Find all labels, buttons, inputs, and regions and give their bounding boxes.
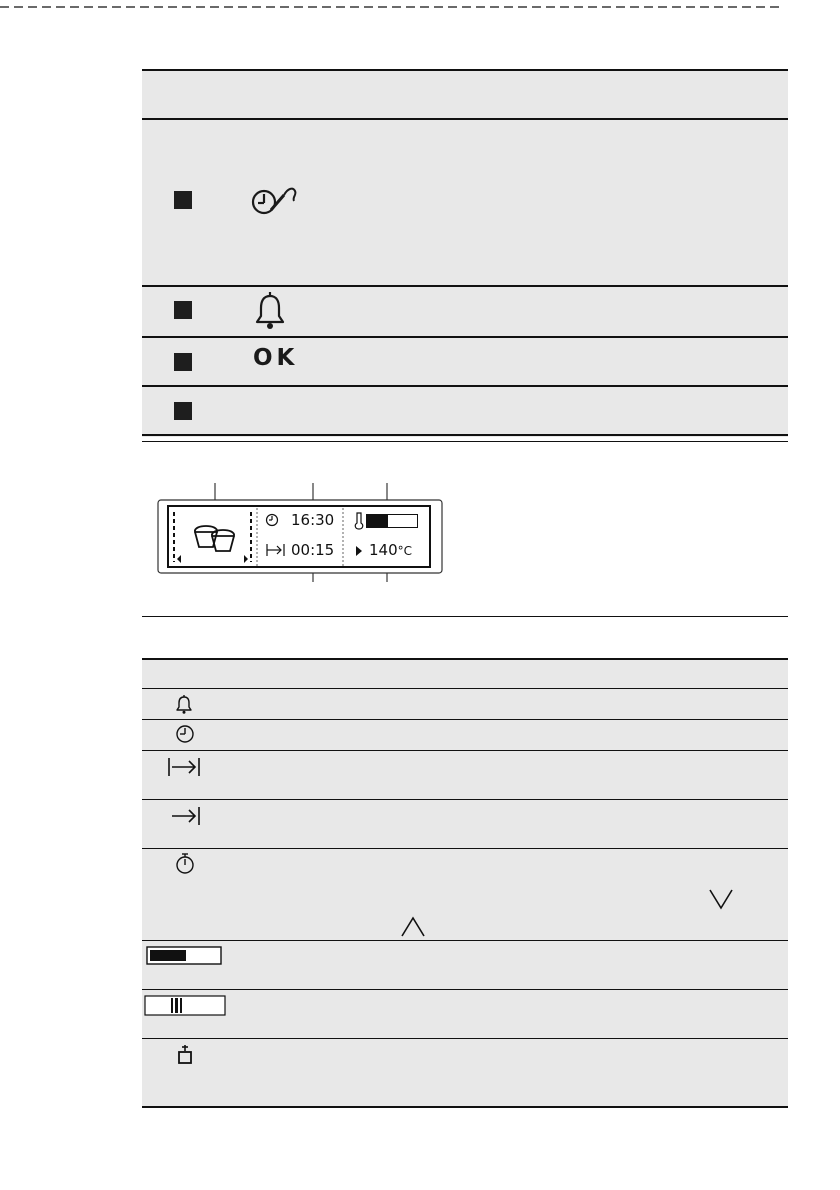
table-rule <box>142 940 788 941</box>
table-rule <box>142 434 788 436</box>
duration-icon <box>166 756 202 778</box>
clock-probe-icon <box>249 183 301 219</box>
bell-icon <box>175 694 193 714</box>
heatup-bar-icon <box>146 946 222 966</box>
table-rule <box>142 336 788 338</box>
table-rule <box>142 719 788 720</box>
keys-table <box>142 69 788 437</box>
table-rule <box>142 750 788 751</box>
table-rule <box>142 688 788 689</box>
table-rule <box>142 989 788 990</box>
table-rule <box>142 69 788 71</box>
section-rule <box>142 616 788 617</box>
display-illustration <box>155 480 445 582</box>
end-icon <box>170 805 202 827</box>
play-arrow-icon <box>354 545 364 557</box>
double-rule <box>142 441 788 442</box>
duration-icon <box>264 540 288 560</box>
table-rule <box>142 848 788 849</box>
table-rule <box>142 1038 788 1039</box>
table-rule <box>142 285 788 287</box>
time-of-day: 16:30 <box>291 511 335 529</box>
chevron-up-icon <box>400 916 426 938</box>
temperature-unit: °C <box>397 544 413 558</box>
table-rule <box>142 658 788 660</box>
table-rule <box>142 385 788 387</box>
thermometer-icon <box>352 510 366 532</box>
page-top-dash-line <box>0 0 840 20</box>
row-marker <box>174 301 192 319</box>
weight-icon <box>177 1044 193 1066</box>
heatup-indicator <box>366 514 418 528</box>
chevron-down-icon <box>708 888 734 910</box>
table-rule <box>142 118 788 120</box>
fast-heatup-bar-icon <box>144 995 226 1017</box>
row-marker <box>174 402 192 420</box>
table-rule <box>142 1106 788 1108</box>
row-marker <box>174 191 192 209</box>
temperature-readout <box>369 541 412 559</box>
bell-icon <box>255 291 285 331</box>
clock-icon <box>175 724 195 744</box>
row-marker <box>174 353 192 371</box>
temperature-value: 140 <box>369 541 398 559</box>
timer-icon <box>175 852 195 876</box>
ok-label: OK <box>253 345 299 371</box>
display-indicators-table <box>142 658 788 1108</box>
duration-value: 00:15 <box>291 541 335 559</box>
clock-icon <box>262 510 282 530</box>
table-rule <box>142 799 788 800</box>
